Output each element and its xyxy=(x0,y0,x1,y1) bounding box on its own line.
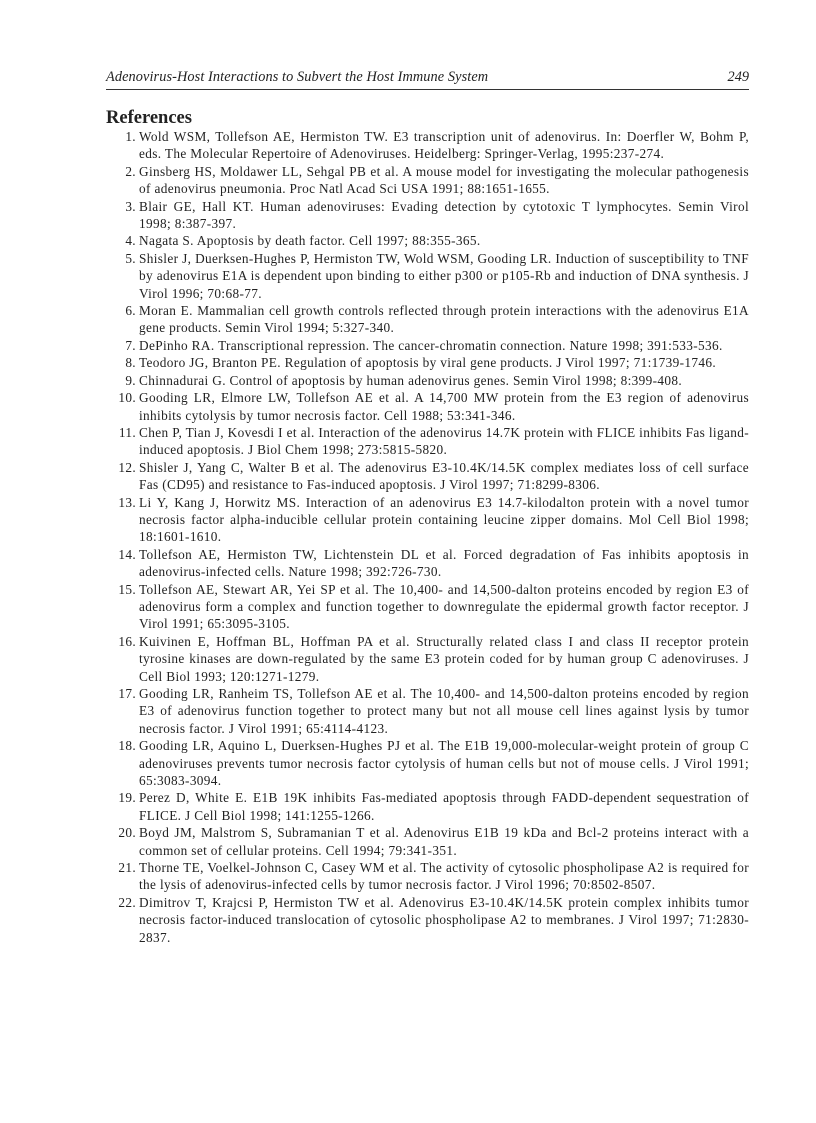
reference-text: Tollefson AE, Stewart AR, Yei SP et al. The 10,400- and 14,500-dalton proteins encoded by region E3 of adenovirus form a complex and function together to downregulate the epidermal growth factor receptor. J Virol 1991; 65:3095-3105. xyxy=(139,581,749,632)
reference-item-3 xyxy=(106,198,749,233)
reference-item-15 xyxy=(106,581,749,633)
references-heading: References xyxy=(106,108,192,128)
reference-number: 8. xyxy=(125,355,136,371)
reference-item-8 xyxy=(106,354,749,371)
reference-number: 22. xyxy=(118,894,136,910)
reference-item-13 xyxy=(106,494,749,546)
reference-number: 9. xyxy=(125,372,136,388)
reference-number: 12. xyxy=(118,459,136,475)
reference-number: 11. xyxy=(118,424,136,440)
reference-text: Chen P, Tian J, Kovesdi I et al. Interaction of the adenovirus 14.7K protein with FLICE inhibits Fas ligand-induced apoptosis. J Biol Chem 1998; 273:5815-5820. xyxy=(139,424,749,458)
reference-list xyxy=(106,128,749,946)
reference-item-9 xyxy=(106,372,749,389)
reference-text: Teodoro JG, Branton PE. Regulation of apoptosis by viral gene products. J Virol 1997; 71:1739-1746. xyxy=(139,355,717,371)
reference-item-17 xyxy=(106,685,749,737)
reference-number: 2. xyxy=(125,163,136,179)
reference-text: Perez D, White E. E1B 19K inhibits Fas-mediated apoptosis through FADD-dependent sequestration of FLICE. J Cell Biol 1998; 141:1255-1266. xyxy=(139,790,749,823)
reference-item-2 xyxy=(106,163,749,198)
reference-text: Tollefson AE, Hermiston TW, Lichtenstein DL et al. Forced degradation of Fas inhibits apoptosis in adenovirus-infected cells. Nature 1998; 392:726-730. xyxy=(139,546,749,580)
reference-number: 3. xyxy=(125,198,136,214)
reference-number: 1. xyxy=(125,129,136,144)
reference-number: 10. xyxy=(118,390,136,406)
reference-item-1 xyxy=(106,128,749,163)
reference-text: Wold WSM, Tollefson AE, Hermiston TW. E3 transcription unit of adenovirus. In: Doerfler W, Bohm P, eds. The Molecular Repertoire of Adenoviruses. Heidelberg: Springer-Verlag, 1995:237-274. xyxy=(139,129,749,162)
reference-item-5 xyxy=(106,250,749,302)
reference-number: 20. xyxy=(118,825,136,841)
book-page xyxy=(106,0,749,1123)
reference-number: 15. xyxy=(118,581,136,597)
reference-text: Blair GE, Hall KT. Human adenoviruses: Evading detection by cytotoxic T lymphocytes. Semin Virol 1998; 8:387-397. xyxy=(139,198,749,232)
reference-item-10 xyxy=(106,389,749,424)
reference-text: Gooding LR, Aquino L, Duerksen-Hughes PJ et al. The E1B 19,000-molecular-weight protein of group C adenoviruses prevents tumor necrosis factor cytolysis of human cells but not of mouse cells. J Virol 1991; 65:3083-3094. xyxy=(139,738,749,789)
reference-number: 6. xyxy=(125,303,136,319)
reference-item-21 xyxy=(106,859,749,894)
reference-number: 13. xyxy=(118,494,136,510)
reference-number: 7. xyxy=(125,337,136,353)
reference-text: Chinnadurai G. Control of apoptosis by human adenovirus genes. Semin Virol 1998; 8:399-408. xyxy=(139,372,683,388)
reference-text: Ginsberg HS, Moldawer LL, Sehgal PB et al. A mouse model for investigating the molecular pathogenesis of adenovirus pneumonia. Proc Natl Acad Sci USA 1991; 88:1651-1655. xyxy=(139,163,749,197)
reference-number: 21. xyxy=(118,860,136,876)
reference-item-20 xyxy=(106,824,749,859)
reference-text: Gooding LR, Ranheim TS, Tollefson AE et al. The 10,400- and 14,500-dalton proteins encoded by region E3 of adenovirus function together to protect many but not all mouse cell lines against lysis by tumor necrosis factor. J Virol 1991; 65:4114-4123. xyxy=(139,686,749,736)
reference-number: 18. xyxy=(118,738,136,754)
reference-item-19 xyxy=(106,789,749,824)
page-number: 249 xyxy=(727,69,749,85)
reference-number: 16. xyxy=(118,633,136,649)
reference-text: Moran E. Mammalian cell growth controls reflected through protein interactions with the adenovirus E1A gene products. Semin Virol 1994; 5:327-340. xyxy=(139,303,749,336)
reference-text: Thorne TE, Voelkel-Johnson C, Casey WM et al. The activity of cytosolic phospholipase A2 is required for the lysis of adenovirus-infected cells by tumor necrosis factor. J Virol 1996; 70:8502-8507. xyxy=(139,860,749,893)
reference-item-7 xyxy=(106,337,749,354)
reference-text: Gooding LR, Elmore LW, Tollefson AE et al. A 14,700 MW protein from the E3 region of adenovirus inhibits cytolysis by tumor necrosis factor. Cell 1988; 53:341-346. xyxy=(139,390,749,423)
reference-text: Boyd JM, Malstrom S, Subramanian T et al. Adenovirus E1B 19 kDa and Bcl-2 proteins interact with a common set of cellular proteins. Cell 1994; 79:341-351. xyxy=(139,825,749,858)
reference-item-4 xyxy=(106,232,749,249)
reference-text: Li Y, Kang J, Horwitz MS. Interaction of an adenovirus E3 14.7-kilodalton protein with a novel tumor necrosis factor alpha-inducible cellular protein containing leucine zipper domains. Mol Cell Biol 1998; 18:1601-1610. xyxy=(139,494,749,545)
reference-text: Kuivinen E, Hoffman BL, Hoffman PA et al. Structurally related class I and class II receptor protein tyrosine kinases are down-regulated by the same E3 protein coded for by human group C adenoviruses. J Cell Biol 1993; 120:1271-1279. xyxy=(139,633,749,684)
reference-item-12 xyxy=(106,459,749,494)
running-header xyxy=(106,67,749,90)
reference-text: Dimitrov T, Krajcsi P, Hermiston TW et al. Adenovirus E3-10.4K/14.5K protein complex inhibits tumor necrosis factor-induced translocation of cytosolic phospholipase A2 to membranes. J Virol 1997; 71:2830-2837. xyxy=(139,894,749,945)
reference-number: 19. xyxy=(118,790,136,806)
reference-number: 5. xyxy=(125,250,136,266)
reference-item-16 xyxy=(106,633,749,685)
reference-text: Nagata S. Apoptosis by death factor. Cell 1997; 88:355-365. xyxy=(139,233,481,249)
reference-item-14 xyxy=(106,546,749,581)
reference-item-22 xyxy=(106,894,749,946)
reference-item-18 xyxy=(106,737,749,789)
reference-number: 4. xyxy=(125,233,136,249)
reference-text: Shisler J, Yang C, Walter B et al. The adenovirus E3-10.4K/14.5K complex mediates loss of cell surface Fas (CD95) and resistance to Fas-induced apoptosis. J Virol 1997; 71:8299-8306. xyxy=(139,459,749,493)
reference-text: Shisler J, Duerksen-Hughes P, Hermiston TW, Wold WSM, Gooding LR. Induction of susceptibility to TNF by adenovirus E1A is dependent upon binding to either p300 or p105-Rb and induction of DNA synthesis. J Virol 1996; 70:68-77. xyxy=(139,250,749,301)
reference-number: 17. xyxy=(118,686,136,701)
reference-item-6 xyxy=(106,302,749,337)
reference-item-11 xyxy=(106,424,749,459)
reference-number: 14. xyxy=(118,546,136,562)
reference-text: DePinho RA. Transcriptional repression. The cancer-chromatin connection. Nature 1998; 391:533-536. xyxy=(139,337,723,353)
running-title: Adenovirus-Host Interactions to Subvert the Host Immune System xyxy=(106,69,489,85)
